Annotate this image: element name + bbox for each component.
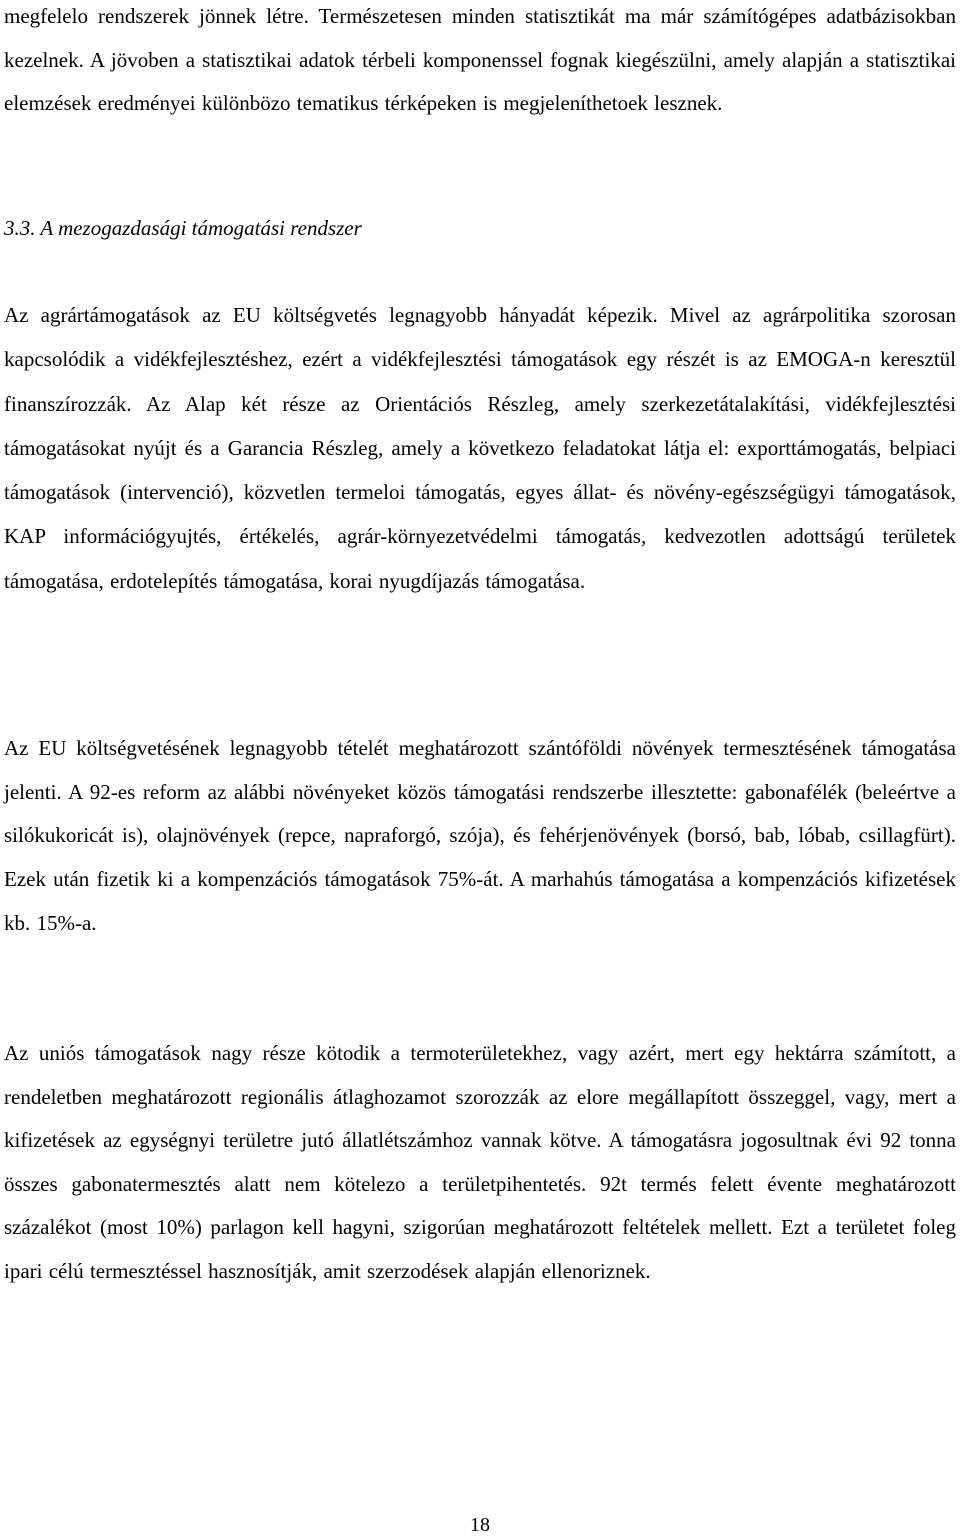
paragraph-statistics-databases: megfelelo rendszerek jönnek létre. Természetesen minden statisztikát ma már számítógépes adatbázisokban kezelnek. A jövoben a statisztikai adatok térbeli komponenssel fognak kiegészülni, amely alapján a statisztikai elemzések eredményei különbözo tematikus térképeken is megjeleníthetoek lesznek. [4, 4, 956, 115]
section-heading: 3.3. A mezogazdasági támogatási rendszer [4, 216, 362, 240]
page-number: 18 [470, 1514, 490, 1536]
paragraph-agricultural-subsidies: Az agrártámogatások az EU költségvetés legnagyobb hányadát képezik. Mivel az agrárpolitika szorosan kapcsolódik a vidékfejlesztéshez, ezért a vidékfejlesztési támogatások egy részét is az EMOGA-n keresztül finanszírozzák. Az Alap két része az Orientációs Részleg, amely szerkezetátalakítási, vidékfejlesztési támogatásokat nyújt és a Garancia Részleg, amely a következo feladatokat látja el: exporttámogatás, belpiaci támogatások (intervenció), közvetlen termeloi támogatás, egyes állat- és növény-egészségügyi támogatások, KAP információgyujtés, értékelés, agrár-környezetvédelmi támogatás, kedvezotlen adottságú területek támogatása, erdotelepítés támogatása, korai nyugdíjazás támogatása. [4, 303, 956, 593]
paragraph-eu-budget-crops: Az EU költségvetésének legnagyobb tételét meghatározott szántóföldi növények termesztésének támogatása jelenti. A 92-es reform az alábbi növényeket közös támogatási rendszerbe illesztette: gabonafélék (beleértve a silókukoricát is), olajnövények (repce, napraforgó, szója), és fehérjenövények (borsó, bab, lóbab, csillagfürt). Ezek után fizetik ki a kompenzációs támogatások 75%-át. A marhahús támogatása a kompenzációs kifizetések kb. 15%-a. [4, 736, 956, 935]
paragraph-area-based-support: Az uniós támogatások nagy része kötodik a termoterületekhez, vagy azért, mert egy hektárra számított, a rendeletben meghatározott regionális átlaghozamot szorozzák az elore megállapított összeggel, vagy, mert a kifizetések az egységnyi területre jutó állatlétszámhoz vannak kötve. A támogatásra jogosultnak évi 92 tonna összes gabonatermesztés alatt nem kötelezo a területpihentetés. 92t termés felett évente meghatározott százalékot (most 10%) parlagon kell hagyni, szigorúan meghatározott feltételek mellett. Ezt a területet foleg ipari célú termesztéssel hasznosítják, amit szerzodések alapján ellenoriznek. [4, 1041, 956, 1283]
